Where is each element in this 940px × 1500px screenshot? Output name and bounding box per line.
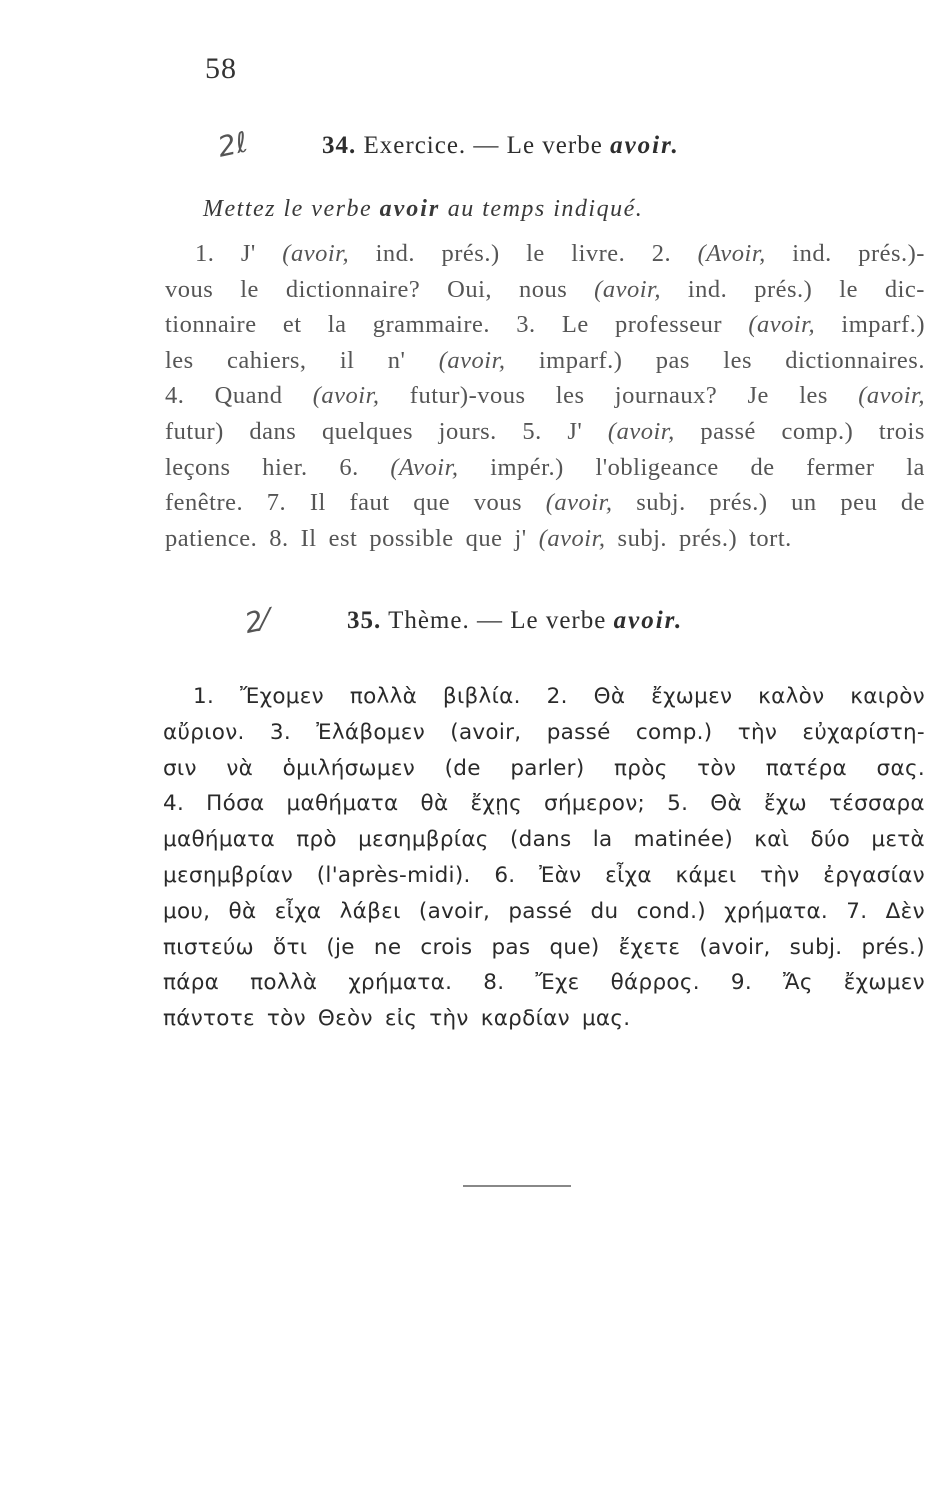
word: καὶ: [754, 827, 790, 853]
word: σήμερον;: [544, 791, 646, 817]
word: dictionnaire?: [285, 275, 421, 303]
word: fenêtre.: [165, 489, 244, 517]
word: cahiers,: [227, 346, 307, 374]
word: (avoir,: [594, 275, 661, 303]
word: εἰς: [384, 1006, 418, 1032]
exercise-34-title: Exercice. — Le verbe: [363, 132, 603, 159]
word: πιστεύω: [163, 934, 254, 960]
text-line: [165, 272, 925, 308]
word: pas: [655, 346, 690, 374]
word: 1.: [193, 684, 215, 709]
word: subj.: [636, 489, 686, 517]
text-line: [163, 930, 925, 966]
word: subj.: [617, 524, 667, 552]
word: les: [723, 346, 752, 374]
word: μεσημβρίας: [358, 827, 489, 853]
word: Ἐὰν: [539, 862, 582, 888]
word: prés.): [441, 240, 500, 267]
word: (Avoir,: [697, 240, 766, 267]
word: τὸν: [697, 755, 737, 781]
word: prés.): [709, 489, 768, 517]
word: μεσημβρίαν: [163, 862, 294, 888]
word: ὁμιλήσωμεν: [282, 755, 416, 781]
word: Θὰ: [710, 791, 742, 817]
word: Θὰ: [593, 684, 626, 709]
word: jours.: [438, 417, 497, 445]
word: parler): [510, 755, 585, 781]
word: matinée): [633, 827, 734, 853]
word: nous: [518, 275, 568, 303]
word: est: [328, 524, 358, 552]
word: leçons: [165, 453, 231, 481]
word: livre.: [571, 240, 626, 267]
word: tionnaire: [165, 311, 257, 339]
word: que): [549, 934, 600, 960]
word: 1.: [195, 240, 215, 267]
word: ne: [373, 934, 402, 960]
page-number: 58: [205, 52, 237, 85]
text-line: [165, 236, 925, 272]
exercise-34-instruction: [203, 196, 643, 223]
word: vous: [165, 275, 214, 303]
word: Πόσα: [206, 791, 265, 817]
word: fermer: [806, 453, 875, 481]
word: πατέρα: [765, 755, 848, 781]
word: 2.: [546, 684, 568, 709]
word: (avoir,: [538, 524, 606, 552]
word: 9.: [730, 970, 753, 996]
exercise-35-heading: [0, 607, 940, 635]
exercise-35-text: [163, 679, 925, 1037]
word: θὰ: [420, 791, 449, 817]
word: (avoir,: [438, 346, 506, 374]
word: σιν: [163, 755, 197, 781]
word: πρὸ: [296, 827, 337, 853]
word: ind.: [375, 240, 416, 267]
text-line: [165, 485, 925, 521]
word: ἔχωμεν: [843, 970, 925, 996]
word: ὅτι: [273, 934, 308, 960]
word: (de: [444, 755, 481, 781]
word: 7.: [846, 898, 868, 924]
instruction-text-pre: Mettez le verbe: [203, 196, 373, 222]
word: (avoir,: [748, 311, 816, 339]
word: du: [590, 898, 619, 924]
word: Ἔχομεν: [239, 684, 324, 709]
word: cond.): [636, 898, 706, 924]
word: Il: [300, 524, 317, 552]
word: καλὸν: [758, 684, 825, 709]
word: 5.: [522, 417, 542, 445]
word: χρήματα.: [348, 970, 453, 996]
word: les: [799, 382, 828, 410]
word: Oui,: [447, 275, 493, 303]
exercise-35-number: 35.: [347, 607, 382, 634]
word: peu: [840, 489, 878, 517]
word: λάβει: [339, 898, 401, 924]
word: Il: [309, 489, 326, 517]
word: (je: [326, 934, 355, 960]
word: ἐργασίαν: [823, 862, 925, 888]
word: Quand: [214, 382, 283, 410]
word: j': [514, 524, 527, 552]
word: un: [791, 489, 817, 517]
word: le: [526, 240, 545, 267]
word: prés.): [679, 524, 738, 552]
word: 6.: [494, 862, 516, 888]
word: futur)-vous: [409, 382, 526, 410]
word: πολλὰ: [349, 684, 418, 709]
instruction-text-bold: avoir: [379, 196, 441, 222]
text-line: [163, 965, 925, 1001]
word: prés.)-: [858, 240, 925, 267]
word: de: [750, 453, 775, 481]
text-line: [165, 521, 925, 557]
text-line: [165, 307, 925, 343]
handwritten-note-34: 2ℓ: [214, 125, 251, 164]
word: prés.): [754, 275, 813, 303]
word: μαθήματα: [286, 791, 399, 817]
word: μου,: [163, 898, 211, 924]
word: J': [567, 417, 583, 445]
word: 4.: [165, 382, 185, 410]
word: les: [555, 382, 585, 410]
word: la: [327, 311, 347, 339]
text-line: [163, 715, 925, 751]
word: μαθήματα: [163, 827, 275, 853]
word: tort.: [749, 524, 792, 552]
word: vous: [473, 489, 523, 517]
exercise-34-number: 34.: [322, 132, 357, 159]
word: 8.: [483, 970, 505, 996]
word: que: [413, 489, 451, 517]
word: le: [839, 275, 858, 303]
word: εἶχα: [605, 862, 652, 888]
text-line: [163, 822, 925, 858]
text-line: [163, 858, 925, 894]
word: καρδίαν: [480, 1006, 570, 1032]
word: πρὸς: [614, 755, 668, 781]
text-line: [163, 786, 925, 822]
word: τὴν: [737, 719, 778, 745]
word: (avoir,: [282, 240, 350, 267]
exercise-35-title: Thème. — Le verbe: [388, 607, 607, 634]
instruction-text-post: au temps indiqué.: [447, 196, 644, 222]
word: faut: [349, 489, 390, 517]
text-line: [163, 1001, 925, 1037]
word: subj.: [789, 934, 843, 960]
word: μετὰ: [871, 827, 925, 853]
word: κάμει: [675, 862, 737, 888]
word: πάντοτε: [163, 1006, 255, 1032]
word: crois: [420, 934, 473, 960]
word: trois: [878, 417, 925, 445]
word: εἶχα: [274, 898, 322, 924]
word: θὰ: [228, 898, 257, 924]
word: εὐχαρίστη-: [802, 719, 925, 745]
text-line: [163, 894, 925, 930]
word: (l'après-midi).: [316, 862, 471, 888]
word: 4.: [163, 791, 185, 817]
word: τὸν: [266, 1006, 306, 1032]
text-line: [165, 414, 925, 450]
word: la: [592, 827, 613, 853]
word: J': [240, 240, 256, 267]
word: Θεὸν: [317, 1006, 373, 1032]
word: αὔριον.: [163, 719, 245, 745]
word: la: [906, 453, 925, 481]
handwritten-note-35: 2⁄: [241, 603, 271, 640]
word: Ἐλάβομεν: [316, 719, 426, 745]
word: patience.: [165, 524, 258, 552]
word: n': [387, 346, 406, 374]
word: δύο: [810, 827, 851, 853]
word: et: [282, 311, 302, 339]
word: futur): [165, 417, 224, 445]
text-line: [163, 679, 925, 715]
word: τὴν: [429, 1006, 469, 1032]
word: dictionnaires.: [785, 346, 925, 374]
exercise-34-text: [165, 236, 925, 556]
word: ἔχῃς: [470, 791, 523, 817]
word: impér.): [490, 453, 564, 481]
word: il: [339, 346, 355, 374]
word: 6.: [339, 453, 359, 481]
word: comp.): [781, 417, 854, 445]
word: 2.: [651, 240, 672, 267]
word: νὰ: [226, 755, 254, 781]
word: dic-: [884, 275, 925, 303]
word: professeur: [615, 311, 723, 339]
word: 3.: [269, 719, 291, 745]
end-rule: [463, 1185, 571, 1187]
word: πολλὰ: [250, 970, 318, 996]
word: que: [465, 524, 503, 552]
word: 8.: [269, 524, 289, 552]
word: (dans: [509, 827, 572, 853]
word: imparf.): [841, 311, 925, 339]
word: καιρὸν: [850, 684, 925, 709]
word: pas: [491, 934, 531, 960]
word: l'obligeance: [595, 453, 719, 481]
word: χρήματα.: [724, 898, 829, 924]
word: hier.: [262, 453, 308, 481]
word: (avoir,: [545, 489, 613, 517]
word: 5.: [667, 791, 689, 817]
word: prés.): [861, 934, 925, 960]
word: ἔχω: [763, 791, 807, 817]
word: passé: [546, 719, 611, 745]
word: ind.: [792, 240, 832, 267]
word: (avoir,: [699, 934, 771, 960]
word: σας.: [876, 755, 925, 781]
exercise-34-heading: [0, 132, 940, 160]
word: passé: [700, 417, 756, 445]
text-line: [165, 343, 925, 379]
word: ἔχετε: [618, 934, 681, 960]
word: Δὲν: [885, 898, 925, 924]
word: journaux?: [614, 382, 718, 410]
word: les: [165, 346, 194, 374]
word: le: [240, 275, 259, 303]
text-line: [163, 751, 925, 787]
word: ind.: [687, 275, 728, 303]
word: τὴν: [760, 862, 800, 888]
word: dans: [249, 417, 297, 445]
word: de: [900, 489, 925, 517]
word: comp.): [635, 719, 713, 745]
word: (avoir,: [858, 382, 925, 410]
word: (Avoir,: [390, 453, 459, 481]
word: quelques: [321, 417, 414, 445]
text-line: [165, 450, 925, 486]
word: Ἄς: [783, 970, 813, 996]
word: 7.: [266, 489, 287, 517]
word: μας.: [581, 1006, 631, 1032]
word: θάρρος.: [610, 970, 700, 996]
word: possible: [369, 524, 454, 552]
exercise-35-title-emphasis: avoir.: [613, 607, 684, 634]
text-line: [165, 378, 925, 414]
word: 3.: [516, 311, 536, 339]
word: (avoir,: [607, 417, 675, 445]
word: πάρα: [163, 970, 220, 996]
word: grammaire.: [372, 311, 490, 339]
word: Ἔχε: [535, 970, 580, 996]
word: βιβλία.: [442, 684, 521, 709]
word: Le: [561, 311, 589, 339]
word: τέσσαρα: [828, 791, 925, 817]
exercise-34-title-emphasis: avoir.: [610, 132, 680, 159]
word: (avoir,: [312, 382, 380, 410]
word: (avoir,: [450, 719, 522, 745]
word: (avoir,: [418, 898, 491, 924]
word: ἔχωμεν: [651, 684, 733, 709]
word: passé: [508, 898, 573, 924]
word: Je: [747, 382, 769, 410]
word: imparf.): [538, 346, 623, 374]
